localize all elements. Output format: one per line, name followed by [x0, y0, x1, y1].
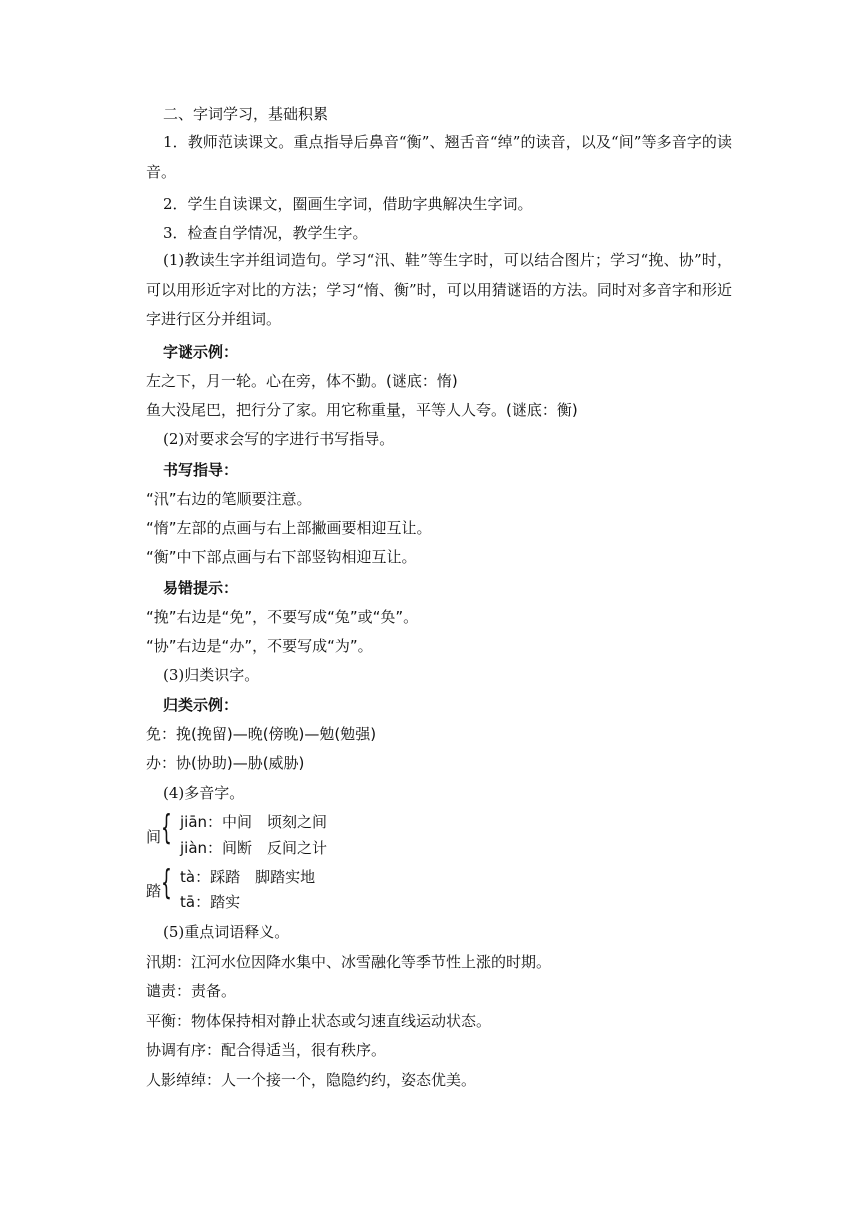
sub-step-3: (3)归类识字。: [163, 666, 260, 684]
riddle-title: 字谜示例：: [163, 343, 239, 361]
definition-1: 汛期：江河水位因降水集中、冰雪融化等季节性上涨的时期。: [146, 953, 552, 971]
definition-2: 谴责：责备。: [146, 982, 237, 1000]
step-2-paragraph: 2．学生自读课文，圈画生字词，借助字典解决生字词。: [163, 195, 533, 213]
polyphone-char: 间: [146, 828, 162, 846]
error-tips-title: 易错提示：: [163, 579, 239, 597]
definition-3: 平衡：物体保持相对静止状态或匀速直线运动状态。: [146, 1012, 492, 1030]
writing-guide-title: 书写指导：: [163, 461, 239, 479]
definition-5: 人影绰绰：人一个接一个，隐隐约约，姿态优美。: [146, 1071, 477, 1089]
writing-guide-3: “衡”中下部点画与右下部竖钩相迎互让。: [146, 548, 417, 566]
sub-step-4: (4)多音字。: [163, 784, 245, 802]
step-1-paragraph: 1．教师范读课文。重点指导后鼻音“衡”、翘舌音“绰”的读音，以及“间”等多音字的读音。: [146, 133, 732, 181]
writing-guide-1: “汛”右边的笔顺要注意。: [146, 490, 312, 508]
error-tip-2: “协”右边是“办”，不要写成“为”。: [146, 637, 373, 655]
writing-guide-2: “惰”左部的点画与右上部撇画要相迎互让。: [146, 519, 432, 537]
polyphone-reading-2: jiàn：间断 反间之计: [180, 839, 328, 857]
riddle-2: 鱼大没尾巴，把行分了家。用它称重量，平等人人夸。(谜底：衡): [146, 401, 578, 419]
section-heading: 二、字词学习，基础积累: [163, 105, 329, 123]
polyphone-reading-2: tā：踏实: [180, 893, 241, 911]
error-tip-1: “挽”右边是“免”，不要写成“兔”或“奂”。: [146, 608, 419, 626]
sub-step-5: (5)重点词语释义。: [163, 923, 290, 941]
sub-step-1-paragraph: (1)教读生字并组词造句。学习“汛、鞋”等生字时，可以结合图片；学习“挽、协”时，可以用形近字对比的方法；学习“惰、衡”时，可以用猜谜语的方法。同时对多音字和形近字进行区分并组词。: [146, 251, 732, 328]
riddle-1: 左之下，月一轮。心在旁，体不勤。(谜底：惰): [146, 372, 458, 390]
polyphone-reading-1: tà：踩踏 脚踏实地: [180, 868, 316, 886]
polyphone-reading-1: jiān：中间 顷刻之间: [180, 813, 328, 831]
sub-step-2: (2)对要求会写的字进行书写指导。: [163, 430, 395, 448]
polyphone-char: 踏: [146, 882, 162, 900]
step-3-paragraph: 3．检查自学情况，教学生字。: [163, 224, 368, 242]
classify-title: 归类示例：: [163, 696, 239, 714]
classify-example-2: 办：协(协助)—胁(威胁): [146, 754, 305, 772]
classify-example-1: 免：挽(挽留)—晚(傍晚)—勉(勉强): [146, 725, 377, 743]
curly-brace: {: [161, 863, 172, 903]
definition-4: 协调有序：配合得适当，很有秩序。: [146, 1041, 387, 1059]
curly-brace: {: [161, 808, 172, 848]
